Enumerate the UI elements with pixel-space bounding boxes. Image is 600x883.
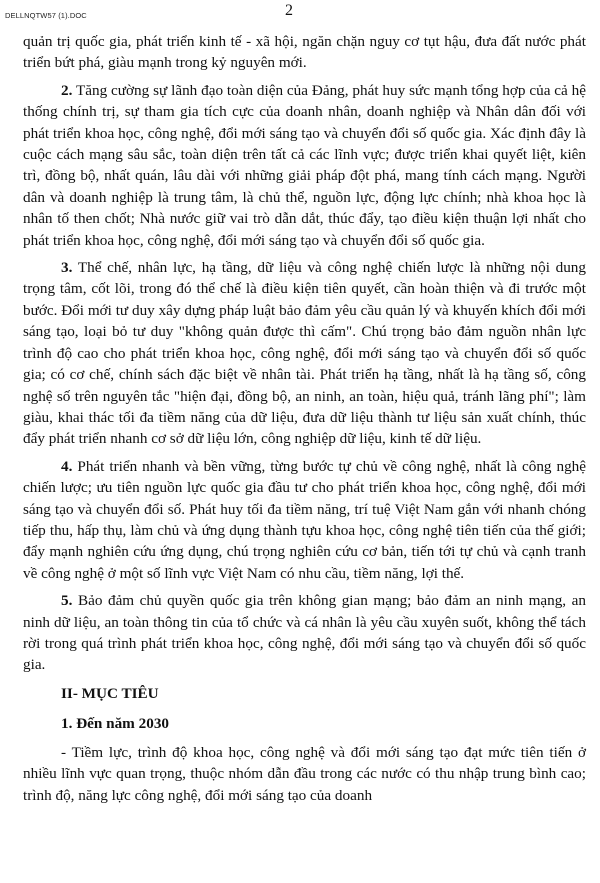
document-body	[23, 31, 586, 806]
point-2-paragraph	[23, 80, 586, 251]
point-text: Tăng cường sự lãnh đạo toàn diện của Đảng, phát huy sức mạnh tổng hợp của cả hệ thống chính trị, sự tham gia tích cực của doanh nhân, doanh nghiệp và Nhân dân đối với phát triển khoa học, công nghệ, đổi mới sáng tạo và chuyển đổi số quốc gia. Xác định đây là cuộc cách mạng sâu sắc, toàn diện trên tất cả các lĩnh vực; được triển khai quyết liệt, kiên trì, đồng bộ, nhất quán, lâu dài với những giải pháp đột phá, mang tính cách mạng. Người dân và doanh nghiệp là trung tâm, là chủ thể, nguồn lực, động lực chính; nhà khoa học là nhân tố then chốt; Nhà nước giữ vai trò dẫn dắt, thúc đẩy, tạo điều kiện thuận lợi nhất cho phát triển khoa học, công nghệ, đổi mới sáng tạo và chuyển đổi số quốc gia.	[23, 81, 586, 249]
point-4-paragraph	[23, 456, 586, 584]
section-heading: II- MỤC TIÊU	[61, 684, 159, 702]
subsection-heading: 1. Đến năm 2030	[61, 714, 170, 732]
point-5-paragraph	[23, 590, 586, 676]
point-number: 4.	[61, 457, 73, 475]
point-number: 3.	[61, 259, 73, 277]
point-number: 5.	[61, 592, 73, 610]
point-text: Phát triển nhanh và bền vững, từng bước tự chủ về công nghệ, nhất là công nghệ chiến lược; ưu tiên nguồn lực quốc gia đầu tư cho phát triển khoa học, công nghệ, đổi mới sáng tạo và chuyển đổi số. Phát huy tối đa tiềm năng, trí tuệ Việt Nam gắn với nhanh chóng tiếp thu, hấp thụ, làm chủ và ứng dụng thành tựu khoa học, công nghệ tiên tiến của thế giới; đẩy mạnh nghiên cứu ứng dụng, chú trọng nghiên cứu cơ bản, tiến tới tự chủ và cạnh tranh về công nghệ ở một số lĩnh vực Việt Nam có nhu cầu, tiềm năng, lợi thế.	[23, 457, 587, 582]
goal-paragraph: - Tiềm lực, trình độ khoa học, công nghệ và đổi mới sáng tạo đạt mức tiên tiến ở nhiều lĩnh vực quan trọng, thuộc nhóm dẫn đầu trong các nước có thu nhập trung bình cao; trình độ, năng lực công nghệ, đổi mới sáng tạo của doanh	[23, 743, 586, 804]
page-number: 2	[285, 2, 293, 19]
intro-paragraph: quản trị quốc gia, phát triển kinh tế - xã hội, ngăn chặn nguy cơ tụt hậu, đưa đất nước phát triển bứt phá, giàu mạnh trong kỷ nguyên mới.	[23, 33, 586, 72]
point-text: Bảo đảm chủ quyền quốc gia trên không gian mạng; bảo đảm an ninh mạng, an ninh dữ liệu, an toàn thông tin của tổ chức và cá nhân là yêu cầu xuyên suốt, không thể tách rời trong quá trình phát triển khoa học, công nghệ, đổi mới sáng tạo và chuyển đổi số quốc gia.	[23, 592, 586, 674]
file-name-header: DELLNQTW57 (1).DOC	[5, 11, 87, 20]
point-3-paragraph	[23, 257, 586, 450]
point-number: 2.	[61, 81, 73, 99]
point-text: Thể chế, nhân lực, hạ tầng, dữ liệu và công nghệ chiến lược là những nội dung trọng tâm, cốt lõi, trong đó thể chế là điều kiện tiên quyết, cần hoàn thiện và đi trước một bước. Đổi mới tư duy xây dựng pháp luật bảo đảm yêu cầu quản lý và khuyến khích đổi mới sáng tạo, loại bỏ tư duy "không quản được thì cấm". Chú trọng bảo đảm nguồn nhân lực trình độ cao cho phát triển khoa học, công nghệ, đổi mới sáng tạo và chuyển đổi số quốc gia; có cơ chế, chính sách đặc biệt về nhân tài. Phát triển hạ tầng, nhất là hạ tầng số, công nghệ số trên nguyên tắc "hiện đại, đồng bộ, an ninh, an toàn, hiệu quả, tránh lãng phí"; làm giàu, khai thác tối đa tiềm năng của dữ liệu, đưa dữ liệu thành tư liệu sản xuất chính, thúc đẩy phát triển nhanh cơ sở dữ liệu lớn, công nghiệp dữ liệu, kinh tế dữ liệu.	[23, 259, 586, 448]
